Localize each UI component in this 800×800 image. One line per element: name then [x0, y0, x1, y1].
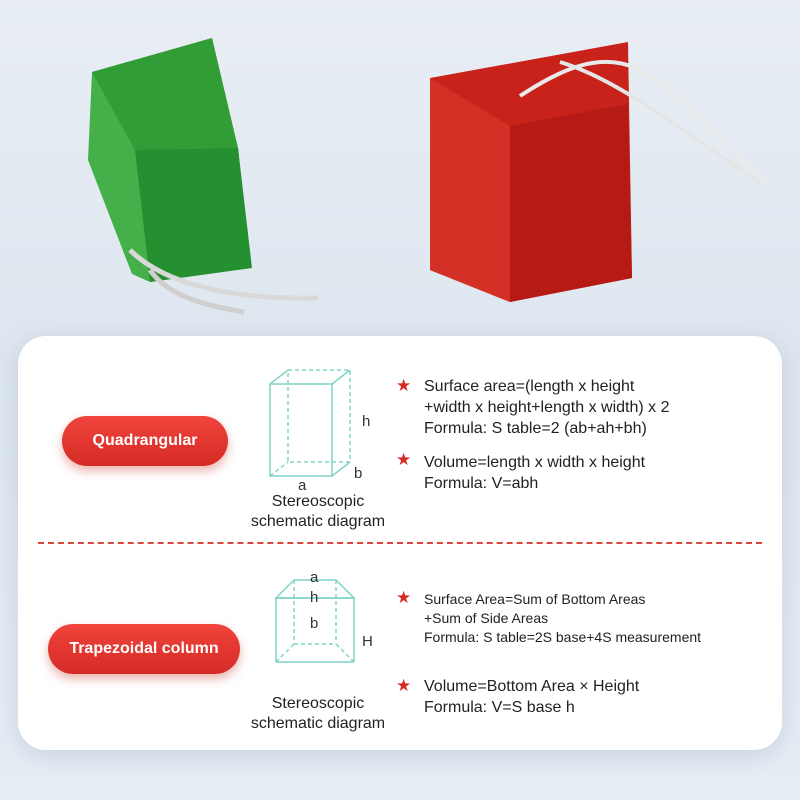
- volume-formula: Volume=Bottom Area × Height Formula: V=S base h: [424, 678, 640, 716]
- red-box-image: [430, 42, 768, 302]
- column-height-label: H: [362, 633, 373, 650]
- quadrangular-diagram: [258, 364, 398, 494]
- height-label: h: [362, 413, 371, 430]
- top-edge-label: a: [310, 569, 319, 586]
- surface-area-formula: Surface area=(length x height +width x height+length x width) x 2 Formula: S table=2 (ab+ah+bh): [424, 378, 670, 437]
- star-icon: ★: [396, 450, 412, 469]
- quadrangular-badge: Quadrangular: [62, 416, 228, 466]
- product-photo: [0, 0, 800, 340]
- slant-height-label: h: [310, 589, 319, 606]
- formula-card: [18, 336, 782, 750]
- section-divider: [38, 542, 762, 544]
- star-icon: ★: [396, 588, 412, 607]
- green-box-image: [88, 38, 318, 312]
- star-icon: ★: [396, 676, 412, 695]
- diagram-caption: Stereoscopic schematic diagram: [250, 695, 386, 732]
- diagram-caption: Stereoscopic schematic diagram: [250, 493, 386, 530]
- trapezoidal-diagram: [264, 569, 384, 668]
- bottom-edge-label: b: [310, 615, 319, 632]
- volume-formula: Volume=length x width x height Formula: V=abh: [424, 454, 646, 492]
- width-label: b: [354, 465, 363, 482]
- length-label: a: [298, 477, 307, 494]
- star-icon: ★: [396, 376, 412, 395]
- surface-area-formula: Surface Area=Sum of Bottom Areas +Sum of Side Areas Formula: S table=2S base+4S measurement: [424, 591, 702, 645]
- trapezoidal-badge: Trapezoidal column: [48, 624, 240, 674]
